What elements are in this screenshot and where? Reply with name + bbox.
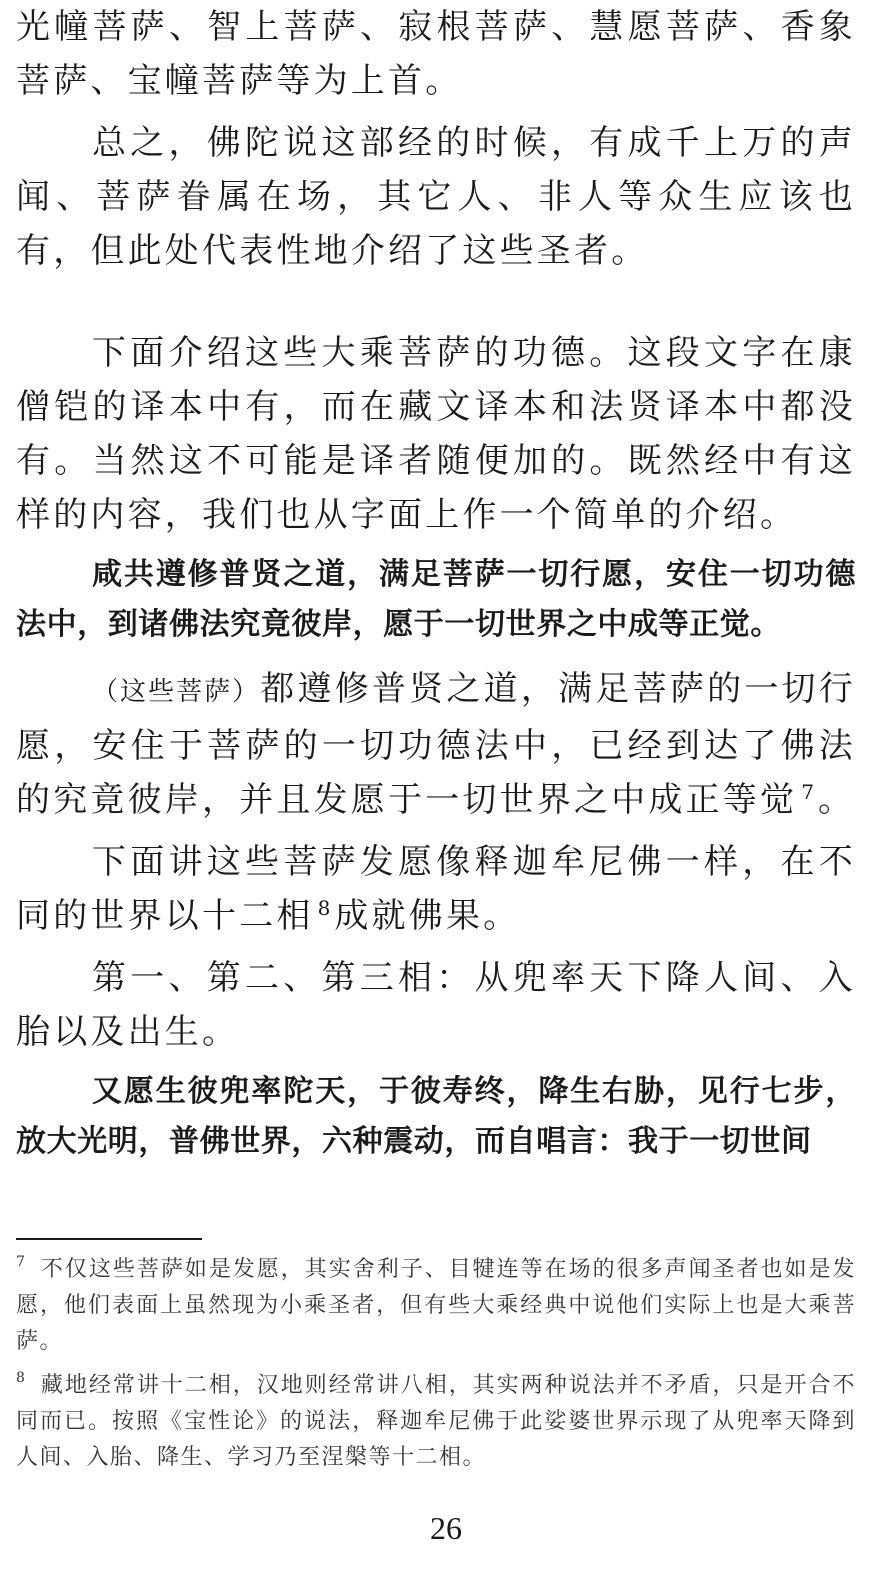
footnotes (16, 1252, 856, 1484)
paragraph-commentary-samantabhadra (16, 662, 856, 827)
footnote-number: 7 (16, 1254, 27, 1270)
footnote-ref-8[interactable]: 8 (317, 896, 331, 920)
footnote-text: 藏地经常讲十二相，汉地则经常讲八相，其实两种说法并不矛盾，只是开合不同而已。按照《宝性论》的说法，释迦牟尼佛于此娑婆世界示现了从兜率天降到人间、入胎、降生、学习乃至涅槃等十二相。 (16, 1373, 856, 1470)
paragraph-twelve-marks (16, 835, 856, 943)
sutra-quote-samantabhadra: 咸共遵修普贤之道，满足菩萨一切行愿，安住一切功德法中，到诸佛法究竟彼岸，愿于一切世界之中成等正觉。 (16, 557, 856, 642)
footnote-number: 8 (16, 1370, 27, 1386)
paragraph-first-three-marks: 第一、第二、第三相：从兜率天下降人间、入胎以及出生。 (16, 958, 856, 1052)
parenthetical-note: （这些菩萨） (92, 677, 261, 707)
paragraph-summary: 总之，佛陀说这部经的时候，有成千上万的声闻、菩萨眷属在场，其它人、非人等众生应该也有，但此处代表性地介绍了这些圣者。 (16, 123, 856, 271)
footnote-divider (16, 1238, 202, 1240)
paragraph-merits-intro: 下面介绍这些大乘菩萨的功德。这段文字在康僧铠的译本中有，而在藏文译本和法贤译本中都没有。当然这不可能是译者随便加的。既然经中有这样的内容，我们也从字面上作一个简单的介绍。 (16, 333, 856, 535)
footnote-7 (16, 1252, 856, 1360)
twelve-marks-text-b: 成就佛果。 (334, 896, 521, 936)
sutra-quote-tushita: 又愿生彼兜率陀天，于彼寿终，降生右胁，见行七步，放大光明，普佛世界，六种震动，而自唱言：我于一切世间 (16, 1074, 856, 1159)
twelve-marks-text-a: 下面讲这些菩萨发愿像释迦牟尼佛一样，在不同的世界以十二相 (16, 842, 856, 936)
main-text (16, 0, 856, 1179)
sentence-end: 。 (817, 780, 856, 820)
footnote-8 (16, 1368, 856, 1476)
footnote-ref-7[interactable]: 7 (801, 780, 814, 804)
commentary-text: 都遵修普贤之道，满足菩萨的一切行愿，安住于菩萨的一切功德法中，已经到达了佛法的究竟彼岸，并且发愿于一切世界之中成正等觉 (16, 669, 856, 820)
page-number: 26 (430, 1510, 462, 1546)
paragraph-bodhisattva-list: 光幢菩萨、智上菩萨、寂根菩萨、慧愿菩萨、香象菩萨、宝幢菩萨等为上首。 (16, 7, 856, 101)
section-gap (16, 286, 856, 326)
footnote-text: 不仅这些菩萨如是发愿，其实舍利子、目犍连等在场的很多声闻圣者也如是发愿，他们表面上虽然现为小乘圣者，但有些大乘经典中说他们实际上也是大乘菩萨。 (16, 1257, 856, 1354)
